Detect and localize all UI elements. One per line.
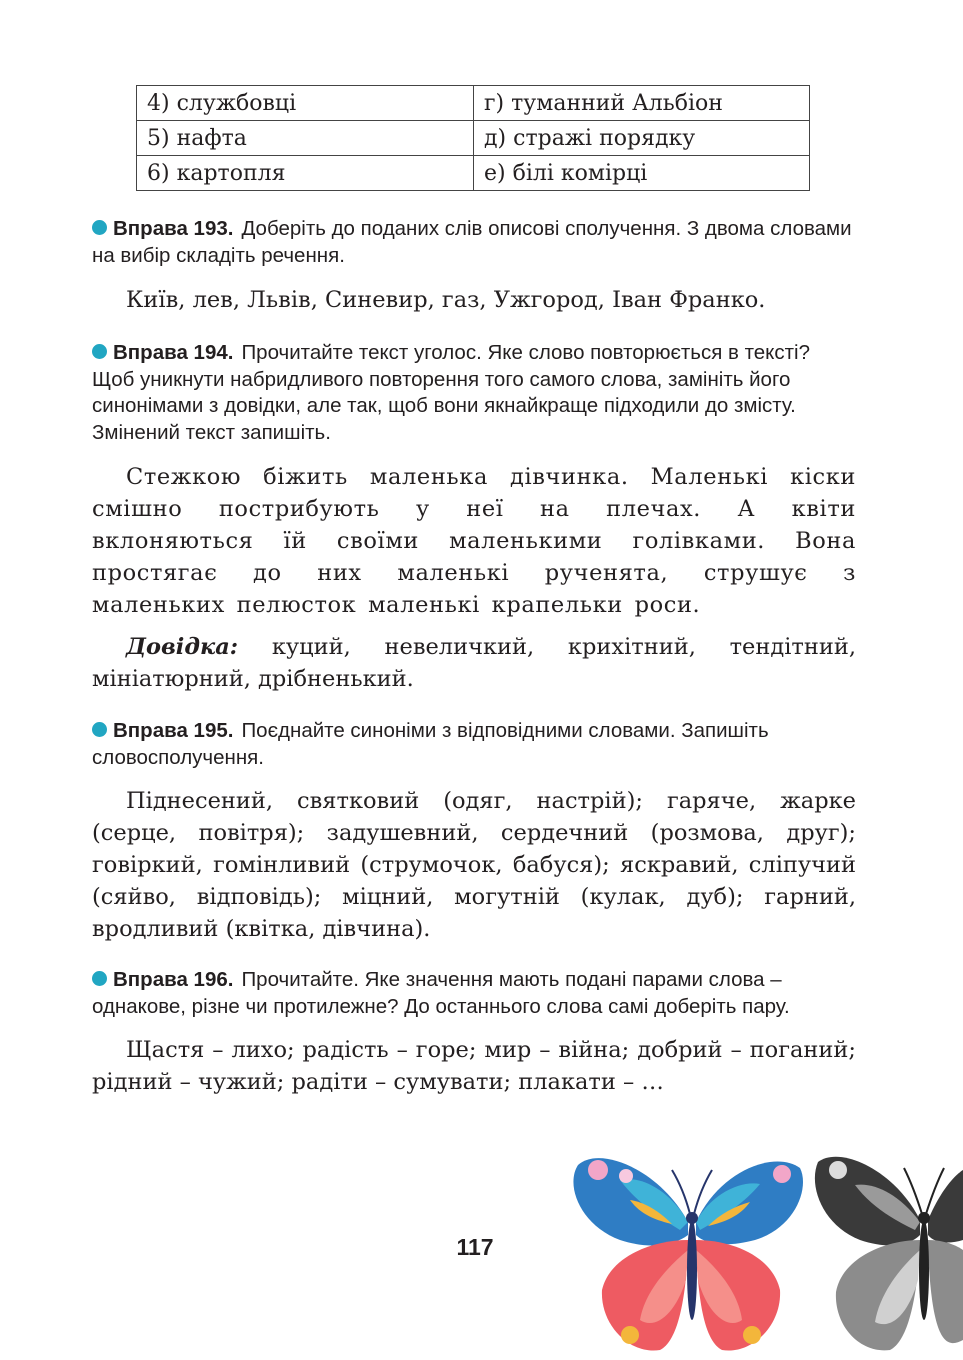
table-cell-right: е) білі комірці [474, 156, 810, 191]
exercise-196-task [92, 967, 856, 1020]
butterflies-illustration [560, 1140, 963, 1360]
exercise-instruction: Доберіть до поданих слів описові сполучення. З двома словами на вибір складіть речення. [92, 217, 852, 267]
exercise-label: Вправа 196. [113, 968, 234, 991]
exercise-193-task [92, 216, 856, 269]
exercise-193-body: Київ, лев, Львів, Синевир, газ, Ужгород, Іван Франко. [126, 287, 766, 313]
gray-butterfly-icon [815, 1157, 963, 1351]
bullet-dot-icon [92, 220, 107, 235]
bullet-dot-icon [92, 971, 107, 986]
exercise-instruction: Прочитайте. Яке значення мають подані парами слова – однакове, різне чи протилежне? До останнього слова самі доберіть пару. [92, 968, 790, 1018]
exercise-instruction: Поєднайте синоніми з відповідними словами. Запишіть словосполучення. [92, 719, 769, 769]
reference-text: куций, невеличкий, крихітний, тендітний, мініатюрний, дрібненький. [92, 634, 856, 692]
exercise-194-reference [92, 631, 856, 695]
table-row [137, 86, 810, 121]
table-cell-left: 5) нафта [137, 121, 474, 156]
table-row [137, 121, 810, 156]
exercise-194-task [92, 340, 856, 446]
reference-label: Довідка: [126, 634, 239, 660]
table-cell-left: 6) картопля [137, 156, 474, 191]
table-cell-left: 4) службовці [137, 86, 474, 121]
page-number: 117 [456, 1234, 494, 1260]
table-cell-right: д) стражі порядку [474, 121, 810, 156]
matching-table [136, 85, 810, 191]
table-row [137, 156, 810, 191]
exercise-195-task [92, 718, 856, 771]
exercise-196-body: Щастя – лихо; радість – горе; мир – війна; добрий – поганий; рідний – чужий; радіти – сумувати; плакати – … [92, 1037, 856, 1095]
exercise-label: Вправа 194. [113, 341, 234, 364]
exercise-195-body: Піднесений, святковий (одяг, настрій); гаряче, жарке (серце, повітря); задушевний, сердечний (розмова, друг); говіркий, гомінливий (струмочок, бабуся); яскравий, сліпучий (сяйво, відповідь); міцний, могутній (кулак, дуб); гарний, вродливий (квітка, дівчина). [92, 788, 856, 942]
table-cell-right: г) туманний Альбіон [474, 86, 810, 121]
exercise-label: Вправа 193. [113, 217, 234, 240]
bullet-dot-icon [92, 722, 107, 737]
colorful-butterfly-icon [573, 1158, 803, 1350]
exercise-label: Вправа 195. [113, 719, 234, 742]
bullet-dot-icon [92, 344, 107, 359]
exercise-instruction: Прочитайте текст уголос. Яке слово повторюється в тексті? Щоб уникнути набридливого повторення того самого слова, замініть його синонімами з довідки, але так, щоб вони якнайкраще підходили до змісту. Змінений текст запишіть. [92, 341, 810, 444]
exercise-194-body: Стежкою біжить маленька дівчинка. Маленькі кіски смішно пострибують у неї на плечах. А квіти вклоняються їй своїми маленькими голівками. Вона простягає до них маленькі рученята, струшує з маленьких пелюсток маленькі крапельки роси. [92, 464, 856, 618]
